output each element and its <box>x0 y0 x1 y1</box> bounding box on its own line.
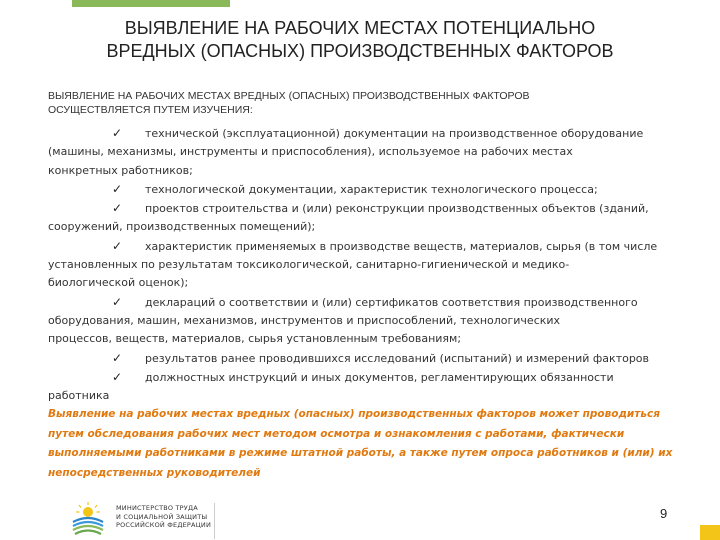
ministry-name <box>116 504 211 530</box>
lead-line: ОСУЩЕСТВЛЯЕТСЯ ПУТЕМ ИЗУЧЕНИЯ: <box>48 104 253 116</box>
org-line: И СОЦИАЛЬНОЙ ЗАЩИТЫ <box>116 512 208 521</box>
check-icon: ✓ <box>111 350 123 365</box>
item-line: (машины, механизмы, инструменты и приспособления), используемое на рабочих местах <box>48 145 573 159</box>
conclusion-line: выполняемыми работниками в режиме штатной работы, а также путем опроса работников и (или) их <box>48 447 673 459</box>
slide-title <box>40 17 680 63</box>
title-line: ВРЕДНЫХ (ОПАСНЫХ) ПРОИЗВОДСТВЕННЫХ ФАКТОРОВ <box>106 41 614 61</box>
check-icon: ✓ <box>111 181 123 196</box>
item-line: работника <box>48 389 110 403</box>
title-line: ВЫЯВЛЕНИЕ НА РАБОЧИХ МЕСТАХ ПОТЕНЦИАЛЬНО <box>124 18 596 38</box>
check-icon: ✓ <box>111 238 123 253</box>
item-line: конкретных работников; <box>48 163 193 177</box>
item-line: технической (эксплуатационной) документации на производственное оборудование <box>145 127 644 140</box>
ministry-logo-icon <box>70 500 106 536</box>
corner-accent <box>700 525 720 540</box>
item-line: должностных инструкций и иных документов, регламентирующих обязанности <box>145 370 614 384</box>
conclusion-line: Выявление на рабочих местах вредных (опасных) производственных факторов может проводиться <box>48 408 660 420</box>
list-item <box>48 293 691 349</box>
list-item <box>48 180 691 199</box>
study-items-list <box>48 124 691 405</box>
item-line: деклараций о соответствии и (или) сертификатов соответствия производственного <box>145 295 638 309</box>
footer-divider <box>214 503 215 539</box>
item-line: биологической оценок); <box>48 276 189 290</box>
item-line: характеристик применяемых в производстве веществ, материалов, сырья (в том числе <box>145 239 658 253</box>
item-line: проектов строительства и (или) реконструкции производственных объектов (зданий, <box>145 202 649 216</box>
item-line: оборудования, машин, механизмов, инструментов и приспособлений, технологических <box>48 313 561 327</box>
org-line: РОССИЙСКОЙ ФЕДЕРАЦИИ <box>116 521 212 529</box>
list-item <box>48 237 691 293</box>
check-icon: ✓ <box>111 126 123 140</box>
conclusion-line: непосредственных руководителей <box>48 466 261 479</box>
list-item <box>48 349 691 368</box>
item-line: технологической документации, характеристик технологического процесса; <box>145 182 598 196</box>
footer <box>0 492 720 540</box>
check-icon: ✓ <box>111 201 123 216</box>
item-line: установленных по результатам токсикологической, санитарно-гигиенической и медико- <box>48 258 570 272</box>
list-item <box>48 199 691 237</box>
org-line: МИНИСТЕРСТВО ТРУДА <box>116 504 198 512</box>
item-line: результатов ранее проводившихся исследований (испытаний) и измерений факторов <box>145 351 650 365</box>
lead-line: ВЫЯВЛЕНИЕ НА РАБОЧИХ МЕСТАХ ВРЕДНЫХ (ОПАСНЫХ) ПРОИЗВОДСТВЕННЫХ ФАКТОРОВ <box>48 90 530 102</box>
list-item <box>48 124 691 180</box>
item-line: сооружений, производственных помещений); <box>48 220 316 234</box>
check-icon: ✓ <box>111 294 123 309</box>
page-number: 9 <box>660 506 668 521</box>
conclusion-text <box>48 405 698 483</box>
conclusion-line: путем обследования рабочих мест методом осмотра и ознакомления с работами, фактически <box>48 427 625 440</box>
list-item <box>48 368 691 406</box>
check-icon: ✓ <box>111 369 123 384</box>
item-line: процессов, веществ, материалов, сырья установленным требованиям; <box>48 332 462 346</box>
lead-text <box>48 89 688 117</box>
top-accent-bar <box>72 0 230 7</box>
